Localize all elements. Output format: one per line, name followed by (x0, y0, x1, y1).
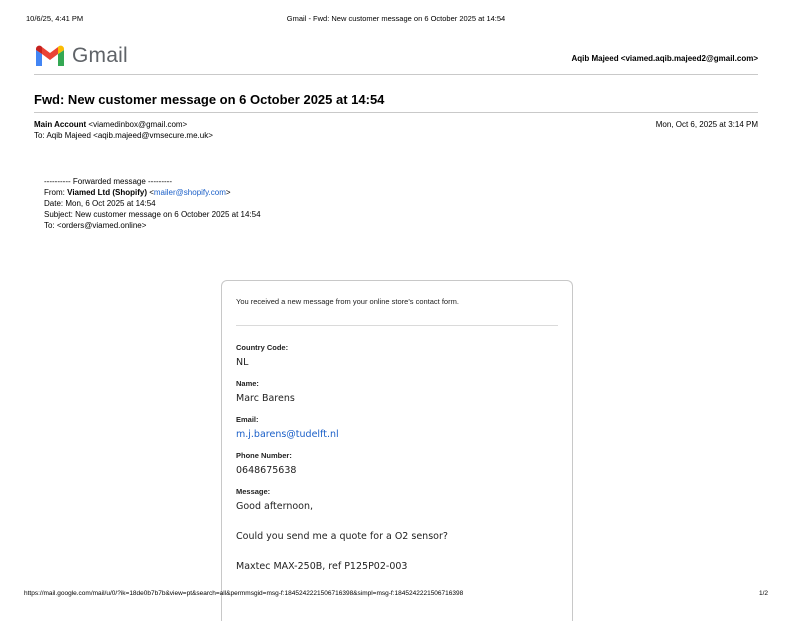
field-label-name: Name: (236, 379, 259, 388)
field-value-email-link[interactable]: m.j.barens@tudelft.nl (236, 429, 339, 440)
sender-line (34, 120, 187, 129)
forwarded-from-label: From: (44, 188, 65, 197)
sender-name: Main Account (34, 120, 87, 129)
message-line-product-ref: Maxtec MAX-250B, ref P125P02-003 (236, 561, 408, 572)
email-subject: Fwd: New customer message on 6 October 2025 at 14:54 (34, 92, 385, 107)
card-intro-text: You received a new message from your online store's contact form. (236, 297, 459, 306)
forwarded-from-email-link[interactable]: mailer@shopify.com (153, 188, 226, 197)
forwarded-to: To: <orders@viamed.online> (44, 221, 147, 230)
field-label-message: Message: (236, 487, 271, 496)
field-value-name: Marc Barens (236, 393, 295, 404)
message-line-quote-request: Could you send me a quote for a O2 sensor? (236, 531, 448, 542)
account-label: Aqib Majeed <viamed.aqib.majeed2@gmail.com> (571, 54, 758, 63)
forwarded-date: Date: Mon, 6 Oct 2025 at 14:54 (44, 199, 156, 208)
subject-divider (34, 112, 758, 113)
card-divider (236, 325, 558, 326)
gmail-wordmark: Gmail (72, 44, 128, 67)
field-label-email: Email: (236, 415, 259, 424)
field-label-phone: Phone Number: (236, 451, 292, 460)
recipient-line: To: Aqib Majeed <aqib.majeed@vmsecure.me.uk> (34, 131, 213, 140)
sender-address: <viamedinbox@gmail.com> (88, 120, 188, 129)
print-datetime: 10/6/25, 4:41 PM (26, 14, 84, 23)
field-value-phone: 0648675638 (236, 465, 297, 476)
print-footer-url: https://mail.google.com/mail/u/0/?ik=18de0b7b7b&view=pt&search=all&permmsgid=msg-f:1845242221506716398&simpl=msg-f:1845242221506716398 (24, 590, 464, 597)
gmail-logo-icon (34, 44, 66, 68)
field-value-message-greeting: Good afternoon, (236, 501, 314, 512)
forwarded-separator: ---------- Forwarded message --------- (44, 177, 172, 186)
forwarded-from-name: Viamed Ltd (Shopify) (67, 188, 147, 197)
forwarded-from-open: < (149, 188, 154, 197)
field-label-country: Country Code: (236, 343, 289, 352)
forwarded-subject: Subject: New customer message on 6 October 2025 at 14:54 (44, 210, 261, 219)
field-value-country: NL (236, 357, 249, 368)
email-date: Mon, Oct 6, 2025 at 3:14 PM (655, 120, 758, 129)
forwarded-from (44, 188, 231, 197)
print-footer-page: 1/2 (758, 590, 768, 597)
header-divider (34, 74, 758, 75)
forwarded-from-close: > (225, 188, 231, 197)
print-title: Gmail - Fwd: New customer message on 6 October 2025 at 14:54 (286, 14, 506, 23)
